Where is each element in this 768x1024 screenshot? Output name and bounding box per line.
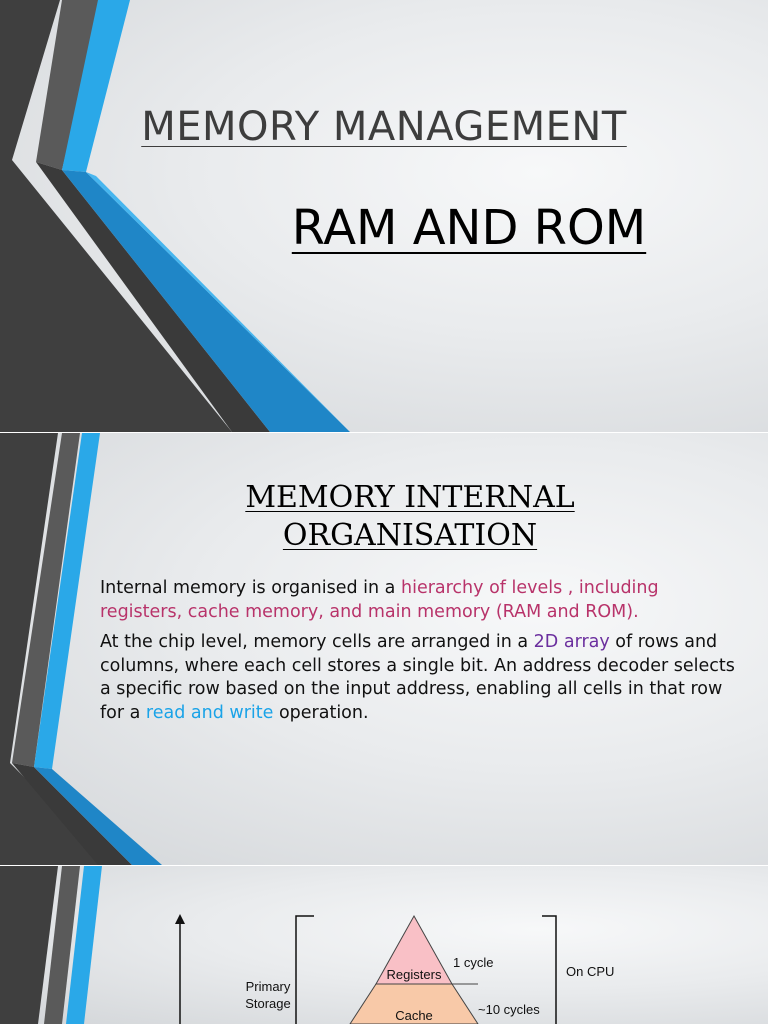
paragraph-hierarchy: Internal memory is organised in a hierarchy of levels , including registers, cache memory, and main memory (RAM and ROM).: [100, 578, 659, 622]
registers-cycle-label: 1 cycle: [453, 955, 494, 970]
slide-subtitle: RAM AND ROM: [291, 200, 647, 256]
on-cpu-label: On CPU: [566, 964, 615, 979]
paragraph-chip-level: At the chip level, memory cells are arranged in a 2D array of rows and columns, where each cell stores a single bit. An address decoder selects a specific row based on the input address, enabling all cells in that row for a read and write operation.: [100, 632, 735, 723]
slide-title: MEMORY MANAGEMENT: [141, 104, 627, 150]
slide-title: MEMORY INTERNAL ORGANISATION: [245, 480, 575, 553]
arrow-up-icon: [175, 914, 185, 924]
memory-pyramid-diagram: [0, 866, 768, 1024]
left-bracket: [296, 916, 314, 1024]
primary-storage-label: Primary Storage: [245, 979, 291, 1011]
hierarchy-diagram-slide: [0, 866, 768, 1024]
cache-label: Cache: [395, 1008, 433, 1023]
right-bracket: [542, 916, 556, 1024]
highlight-hierarchy: hierarchy of levels , including registers, cache memory, and main memory (RAM and ROM).: [100, 578, 659, 622]
registers-label: Registers: [386, 967, 442, 982]
highlight-2d-array: 2D array: [533, 632, 610, 652]
title-slide: [0, 0, 768, 432]
organisation-slide: [0, 433, 768, 865]
cache-cycle-label: ~10 cycles: [478, 1002, 540, 1017]
highlight-read-write: read and write: [145, 702, 274, 723]
